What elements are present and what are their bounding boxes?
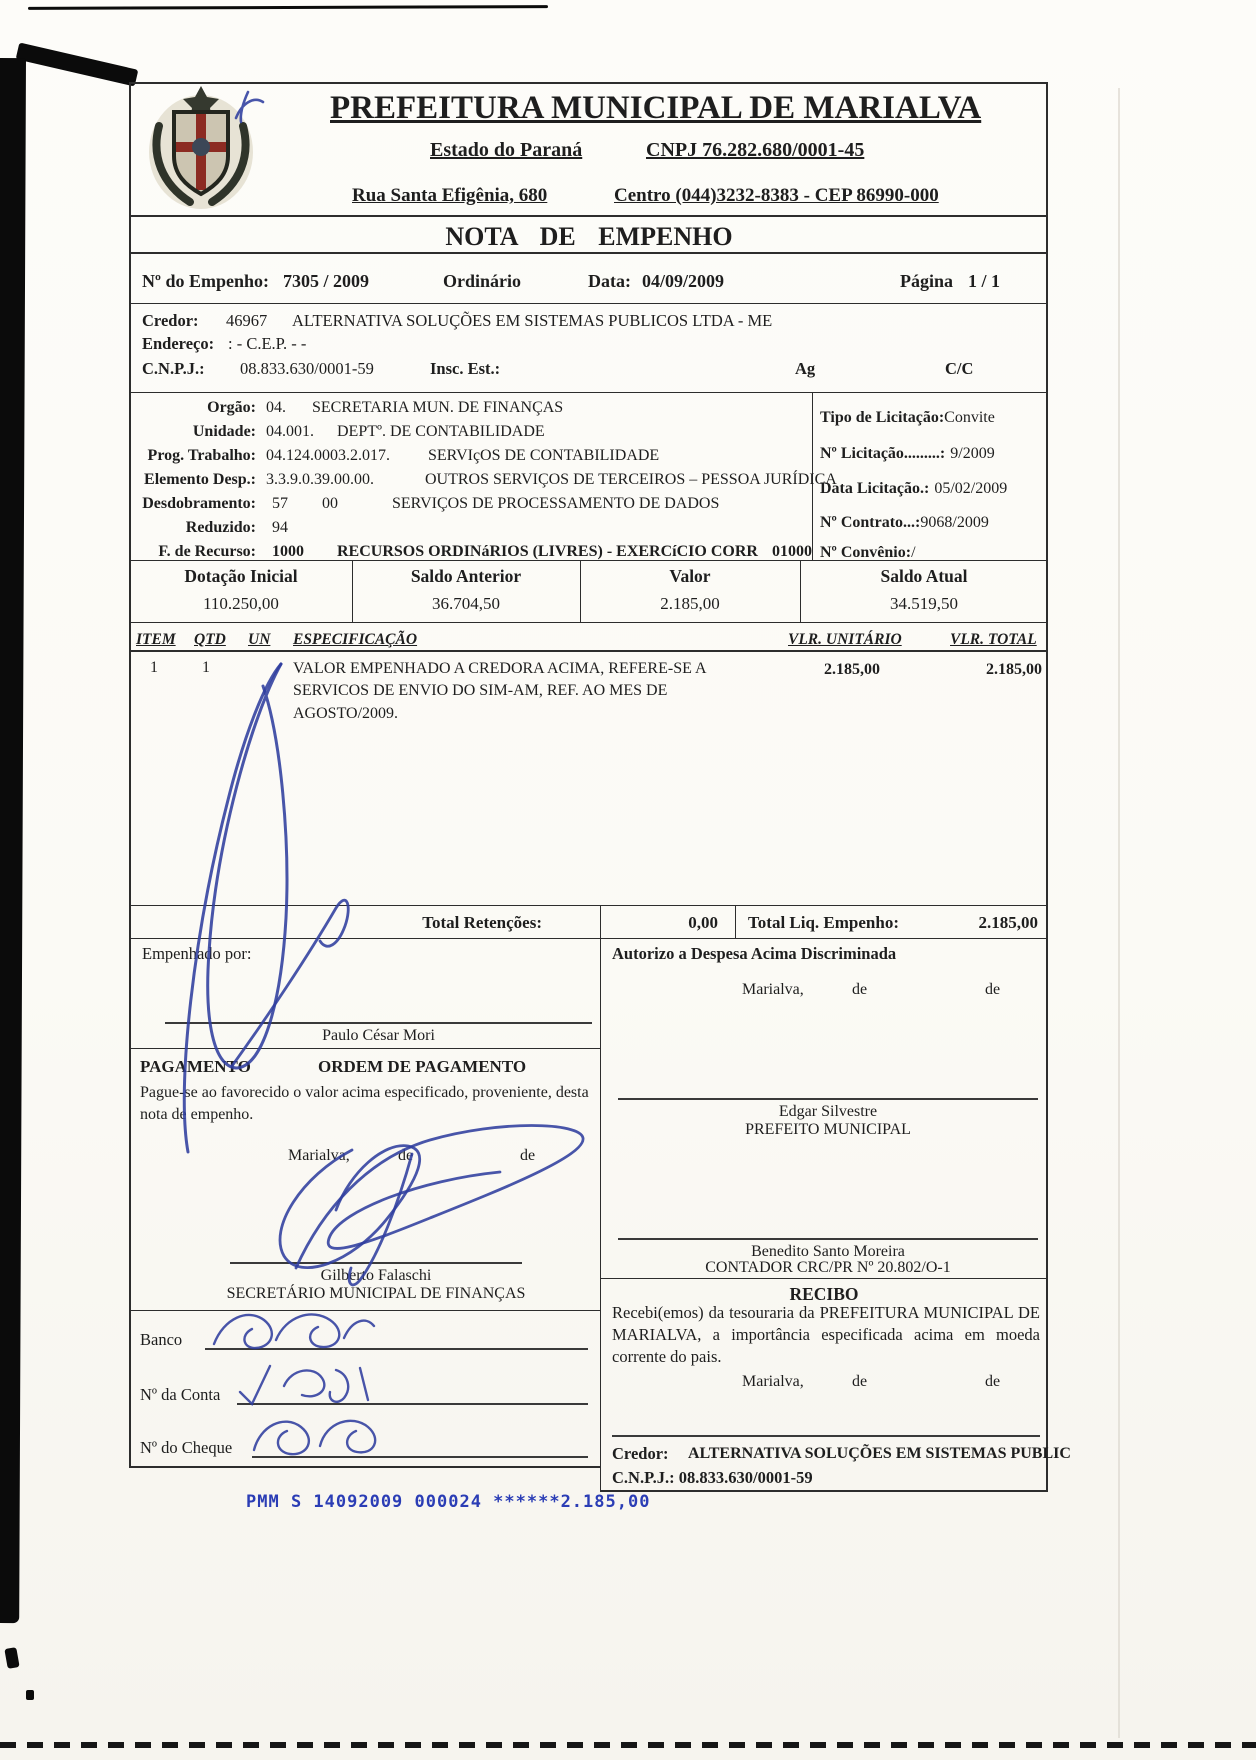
scan-speck-1 [4,1647,19,1669]
border-line [735,905,736,938]
doc-title: NOTA DE EMPENHO [445,222,733,251]
cc-label: C/C [945,359,974,378]
item-vlr-total: 2.185,00 [986,661,1042,678]
pagamento-de-1: de [398,1147,414,1164]
saldo-valor-anterior: 36.704,50 [432,594,500,613]
item-especificacao: VALOR EMPENHADO A CREDORA ACIMA, REFERE-SE A SERVICOS DE ENVIO DO SIM-AM, REF. AO MES DE AGOSTO/2009. [293,660,706,722]
border-line [130,215,1048,217]
pagamento-de-2: de [520,1147,536,1164]
empenho-data-valor: 04/09/2009 [642,271,725,291]
empenhado-por-nome: Paulo César Mori [322,1027,435,1044]
signature-line-prefeito [618,1098,1038,1100]
border-line [129,82,131,1468]
recibo-cidade: Marialva, [742,1373,804,1390]
empenho-tipo: Ordinário [443,271,522,291]
recibo-credor-label: Credor: [612,1444,669,1463]
fill-line-conta [237,1403,588,1405]
prefeito-cargo: PREFEITO MUNICIPAL [745,1121,911,1138]
col-header-vlr-total: VLR. TOTAL [950,631,1037,648]
licitacao-numero [820,444,995,464]
border-line [130,392,1048,393]
credor-codigo: 46967 [226,311,268,330]
unidade-desc: DEPTº. DE CONTABILIDADE [337,423,545,440]
autorizo-de-1: de [852,981,868,998]
col-header-un: UN [248,631,271,648]
header-cnpj: CNPJ 76.282.680/0001-45 [646,139,865,161]
reduzido-valor: 94 [272,519,288,536]
saldo-header-dotacao: Dotação Inicial [184,566,298,586]
prog-trabalho-desc: SERVIçOS DE CONTABILIDADE [428,447,660,464]
signature-line-contador [618,1238,1038,1240]
ag-label: Ag [795,359,816,378]
header-endereco-2: Centro (044)3232-8383 - CEP 86990-000 [614,185,939,206]
autorizo-titulo: Autorizo a Despesa Acima Discriminada [612,944,897,963]
pagamento-cidade: Marialva, [288,1147,350,1164]
signature-line-empenhado [165,1022,592,1024]
elemento-desc: OUTROS SERVIÇOS DE TERCEIROS – PESSOA JURÍDICA [425,471,837,488]
cheque-label: Nº do Cheque [140,1438,233,1457]
empenho-data-label: Data: [588,271,631,291]
signature-line-credor [612,1435,1040,1437]
border-line [130,303,1048,304]
saldo-valor-dotacao: 110.250,00 [203,594,279,613]
conta-label: Nº da Conta [140,1385,221,1404]
licitacao-contrato-label: Nº Contrato...: [820,514,921,531]
desdobramento-cod2: 00 [322,495,338,512]
prog-trabalho-cod: 04.124.0003.2.017. [266,447,390,464]
credor-cnpj-label: C.N.P.J.: [142,359,205,378]
licitacao-data-valor: 05/02/2009 [934,480,1008,497]
credor-cnpj-valor: 08.833.630/0001-59 [240,359,374,378]
recurso-desc: RECURSOS ORDINáRIOS (LIVRES) - EXERCíCIO CORR [337,543,758,560]
contador-cargo: CONTADOR CRC/PR Nº 20.802/O-1 [705,1259,951,1276]
municipal-coat-of-arms [146,84,256,210]
licitacao-numero-valor: 9/2009 [950,445,995,462]
contador-nome: Benedito Santo Moreira [751,1243,905,1260]
empenho-numero-label: Nº do Empenho: [142,271,269,291]
border-line [130,82,1048,84]
licitacao-convenio-valor: / [911,544,916,561]
licitacao-tipo [820,408,995,428]
licitacao-convenio-label: Nº Convênio: [820,544,912,561]
recibo-de-1: de [852,1373,868,1390]
signature-stroke-main-tail [184,664,281,1152]
border-line [130,1048,600,1049]
desdobramento-cod1: 57 [272,495,288,512]
saldo-header-anterior: Saldo Anterior [410,566,522,586]
orgao-label: Orgão: [207,399,256,416]
header-endereco: Rua Santa Efigênia, 680 [352,185,548,206]
scan-edge-artifact-corner [16,42,139,86]
scan-speck-2 [26,1690,34,1700]
empenhado-por-label: Empenhado por: [142,944,252,963]
handwriting-cheque [254,1421,375,1454]
autorizo-cidade: Marialva, [742,981,804,998]
handwriting-conta [240,1366,368,1404]
signature-stroke-main-loop [208,664,287,1068]
licitacao-data-label: Data Licitação.: [820,480,930,497]
empenho-pagina-label: Página [900,271,954,291]
desdobramento-label: Desdobramento: [142,495,256,512]
empenho-numero-valor: 7305 / 2009 [283,271,370,291]
recurso-label: F. de Recurso: [158,543,256,560]
total-liq-valor: 2.185,00 [978,913,1038,932]
header-title: PREFEITURA MUNICIPAL DE MARIALVA [330,90,982,126]
recurso-cod: 1000 [272,543,304,560]
empenho-pagina-valor: 1 / 1 [968,271,1001,291]
banco-label: Banco [140,1330,183,1349]
handwriting-banco [214,1314,374,1348]
orgao-cod: 04. [266,399,286,416]
reduzido-label: Reduzido: [185,519,256,536]
border-line [600,1490,1048,1492]
paper-crease [1118,88,1120,1738]
elemento-label: Elemento Desp.: [144,471,256,488]
border-line [130,1466,600,1468]
autorizo-de-2: de [985,981,1001,998]
col-header-especificacao: ESPECIFICAÇÃO [293,631,418,648]
border-line [130,622,1048,623]
endereco-label: Endereço: [142,334,215,353]
col-header-qtd: QTD [194,631,226,648]
endereco-valor: : - C.E.P. - - [228,334,307,353]
total-liq-label: Total Liq. Empenho: [748,913,899,932]
recibo-credor-nome: ALTERNATIVA SOLUÇÕES EM SISTEMAS PUBLIC [688,1445,1071,1462]
header-estado: Estado do Paraná [430,139,583,161]
scan-edge-artifact-top [28,5,548,10]
licitacao-numero-label: Nº Licitação.........: [820,445,946,462]
saldo-header-atual: Saldo Atual [880,566,968,586]
saldo-valor-atual: 34.519,50 [890,594,958,613]
border-line [130,938,1048,939]
scan-edge-artifact-bottom [0,1742,1256,1748]
border-line [600,905,601,1490]
licitacao-data [820,479,1007,499]
pagamento-titulo: PAGAMENTO [140,1057,251,1076]
saldo-header-valor: Valor [669,566,711,586]
licitacao-convenio [820,543,916,563]
licitacao-tipo-valor: Convite [944,409,995,426]
unidade-label: Unidade: [192,423,256,440]
border-line [130,1310,600,1311]
scan-edge-artifact-left-strip [0,58,26,1623]
prog-trabalho-label: Prog. Trabalho: [147,447,256,464]
saldo-valor-valor: 2.185,00 [660,594,720,613]
licitacao-contrato-valor: 9068/2009 [920,514,989,531]
recibo-de-2: de [985,1373,1001,1390]
fill-line-banco [205,1348,588,1350]
signature-line-secretario [230,1262,522,1264]
prefeito-nome: Edgar Silvestre [778,1103,878,1120]
border-line [130,650,1048,652]
total-retencoes-label: Total Retenções: [422,913,542,932]
insc-est-label: Insc. Est.: [430,359,501,378]
credor-nome: ALTERNATIVA SOLUÇÕES EM SISTEMAS PUBLICOS LTDA - ME [292,311,773,330]
recurso-cod2: 01000 [772,543,812,560]
licitacao-tipo-label: Tipo de Licitação: [820,409,945,426]
unidade-cod: 04.001. [266,423,314,440]
desdobramento-desc: SERVIÇOS DE PROCESSAMENTO DE DADOS [392,495,720,512]
item-numero: 1 [150,659,158,676]
recibo-cnpj: C.N.P.J.: 08.833.630/0001-59 [612,1468,813,1487]
recibo-titulo: RECIBO [789,1284,859,1304]
pagamento-texto: Pague-se ao favorecido o valor acima especificado, proveniente, desta nota de empenho. [140,1084,589,1123]
orgao-desc: SECRETARIA MUN. DE FINANÇAS [312,399,564,416]
ordem-pagamento-titulo: ORDEM DE PAGAMENTO [318,1057,527,1076]
border-line [1046,82,1048,1492]
elemento-cod: 3.3.9.0.39.00.00. [266,471,374,488]
dot-matrix-print-line: PMM S 14092009 000024 ******2.185,00 [246,1492,651,1512]
col-header-vlr-unitario: VLR. UNITÁRIO [788,631,902,648]
item-vlr-unitario: 2.185,00 [824,661,880,678]
recibo-texto: Recebi(emos) da tesouraria da PREFEITURA MUNICIPAL DE MARIALVA, a importância especificada acima em moeda corrente do pais. [612,1303,1040,1366]
border-line [600,1278,1048,1279]
licitacao-contrato [820,513,989,533]
border-line [130,905,1048,906]
fill-line-cheque [252,1456,588,1458]
credor-label: Credor: [142,311,199,330]
secretario-nome: Gilberto Falaschi [320,1267,432,1284]
col-header-item: ITEM [136,631,176,648]
secretario-cargo: SECRETÁRIO MUNICIPAL DE FINANÇAS [226,1285,526,1302]
item-qtd: 1 [202,659,210,676]
total-retencoes-valor: 0,00 [688,913,718,932]
